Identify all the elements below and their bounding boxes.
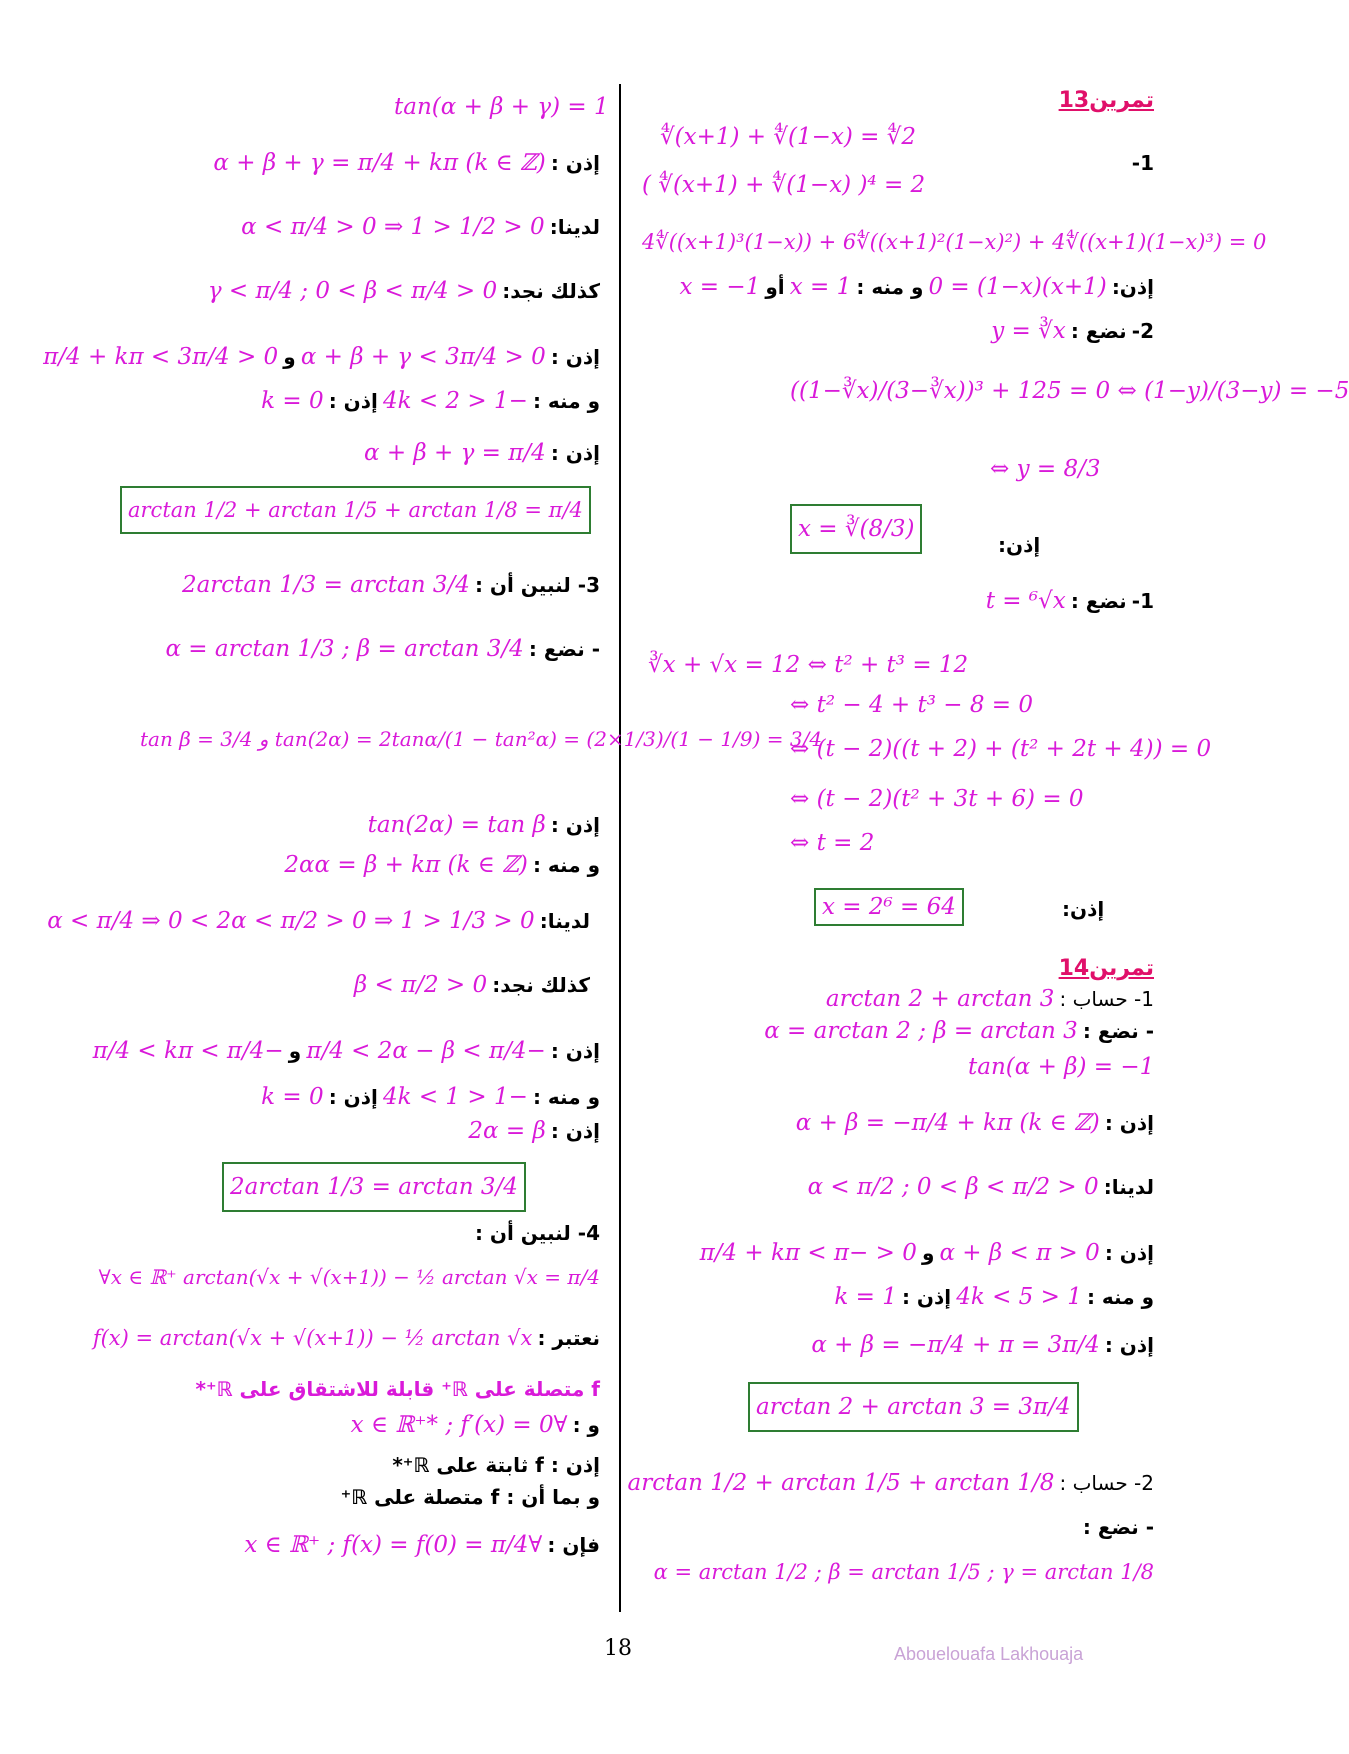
math-expr: (k ∈ ℤ) α + β = −π/4 + kπ <box>795 1110 1100 1136</box>
l3-tan: tan β = 3/4 و tan(2α) = 2tanα/(1 − tan²α) = (2×1/3)/(1 − 1/9) = 3/4 <box>140 727 823 751</box>
and-label: و <box>288 1039 302 1063</box>
l4-statement: ∀x ∈ ℝ⁺ arctan(√x + √(x+1)) − ½ arctan √x = π/4 <box>98 1265 600 1289</box>
r1-equation: ∜(x+1) + ∜(1−x) = ∜2 <box>660 124 917 150</box>
l3-then3 <box>468 1118 600 1144</box>
math-expr: (k ∈ ℤ) α + β + γ = π/4 + kπ <box>213 150 546 176</box>
prove-label: 3- لنبين أن : <box>474 573 600 597</box>
r3-then: إذن: <box>1062 897 1105 921</box>
then-label: إذن : <box>550 151 600 175</box>
math-expr: α + β = −π/4 + π = 3π/4 <box>811 1332 1100 1358</box>
l3-hence <box>284 852 600 878</box>
column-divider <box>619 84 621 1612</box>
r1-equation-expanded: 4∜((x+1)³(1−x)) + 6∜((x+1)²(1−x)²) + 4∜((x+1)(1−x)³) = 0 <box>642 230 1267 254</box>
then-label: إذن: <box>1111 275 1154 299</box>
l4-final <box>244 1532 600 1558</box>
and-label: و : <box>572 1413 600 1437</box>
r1-equation-power: ( ∜(x+1) + ∜(1−x) )⁴ = 2 <box>642 172 926 198</box>
then-label: إذن : <box>550 1119 600 1143</box>
hence-label: و منه : <box>532 1085 600 1109</box>
math-expr: ∀x ∈ ℝ⁺ ; f(x) = f(0) = π/4 <box>244 1532 543 1558</box>
then-label: إذن : <box>1104 1333 1154 1357</box>
set-label: - نضع : <box>1082 1019 1154 1043</box>
l-then <box>213 150 600 176</box>
compute-label: 1- حساب : <box>1059 987 1154 1011</box>
r2-then: إذن: <box>998 533 1041 557</box>
l3-setup <box>165 636 600 662</box>
math-expr: 0 < α + β + γ < 3π/4 <box>300 344 546 370</box>
e14-part2-defs: α = arctan 1/2 ; β = arctan 1/5 ; γ = arctan 1/8 <box>653 1560 1154 1584</box>
r2-result-box: x = ∛(8/3) <box>790 504 922 554</box>
r2-equivalence: ⇔ y = 8/3 <box>990 456 1101 482</box>
then-label: إذن : <box>328 389 378 413</box>
r3-equation-3: ⇔ (t − 2)((t + 2) + (t² + 2t + 4)) = 0 <box>790 736 1212 762</box>
l-then2 <box>43 344 600 370</box>
math-expr: 2α = β <box>468 1118 546 1144</box>
l4-heading: 4- لنبين أن : <box>474 1221 600 1245</box>
hence-label: و منه : <box>1086 1285 1154 1309</box>
math-expr: 0 < π/4 + kπ < 3π/4 <box>43 344 279 370</box>
math-expr: α + β + γ = π/4 <box>363 440 546 466</box>
math-expr: 0 < γ < π/4 ; 0 < β < π/4 <box>207 278 498 304</box>
then-label: إذن : <box>1104 1111 1154 1135</box>
or-label: أو <box>765 275 785 299</box>
therefore-label: فإن : <box>547 1533 600 1557</box>
then-label: إذن : <box>550 813 600 837</box>
math-expr: (k ∈ ℤ) 2αα = β + kπ <box>284 852 528 878</box>
set-label: نضع : <box>1070 589 1127 613</box>
e14-result-box: arctan 2 + arctan 3 = 3π/4 <box>748 1382 1079 1432</box>
set-label: - نضع : <box>528 637 600 661</box>
r3-number: 1- <box>1131 589 1154 613</box>
hence-label: و منه : <box>532 853 600 877</box>
l3-heading <box>182 572 600 598</box>
l3-hence2 <box>261 1084 600 1110</box>
hence-label: و منه : <box>856 275 924 299</box>
math-expr: arctan 2 + arctan 3 <box>825 986 1055 1012</box>
l4-consider <box>93 1326 600 1350</box>
l4-since: و بما أن : f متصلة على ℝ⁺ <box>340 1485 600 1509</box>
math-expr: arctan 1/2 + arctan 1/5 + arctan 1/8 <box>627 1470 1055 1496</box>
math-expr: ∀x ∈ ℝ⁺* ; f′(x) = 0 <box>350 1412 568 1438</box>
exercise-14-title: تمرين14 <box>1058 956 1154 981</box>
also-label: كذلك نجد: <box>502 279 600 303</box>
math-expr: tan(2α) = tan β <box>367 812 546 838</box>
and-label: و <box>921 1241 935 1265</box>
l-have <box>241 214 600 240</box>
e14-then3 <box>811 1332 1154 1358</box>
have-label: لدينا: <box>539 909 590 933</box>
l3-then <box>368 812 600 838</box>
r1-number: 1- <box>1131 151 1154 175</box>
l-then3 <box>364 440 600 466</box>
r3-setup <box>986 588 1154 614</box>
math-expr: −π/4 < 2α − β < π/4 <box>306 1038 546 1064</box>
and-label: و <box>283 345 296 369</box>
e14-tan: tan(α + β) = −1 <box>968 1054 1155 1080</box>
math-expr: α = arctan 2 ; β = arctan 3 <box>764 1018 1078 1044</box>
math-expr: 1 < 4k < 5 <box>956 1284 1082 1310</box>
math-expr: −π/4 < kπ < π/4 <box>92 1038 284 1064</box>
l4-derivative <box>351 1412 600 1438</box>
e14-hence <box>834 1284 1154 1310</box>
r1-conclusion <box>680 274 1155 300</box>
math-expr: 0 < α < π/2 ; 0 < β < π/2 <box>807 1174 1099 1200</box>
e14-part2-set: - نضع : <box>1082 1515 1154 1539</box>
set-label: نضع : <box>1070 319 1127 343</box>
l3-result-box: 2arctan 1/3 = arctan 3/4 <box>222 1162 526 1212</box>
exercise-13-title: تمرين13 <box>1058 88 1154 113</box>
math-expr: k = 0 <box>261 1084 324 1110</box>
math-expr: (x+1)(1−x) = 0 <box>928 274 1107 300</box>
l-hence <box>261 388 600 414</box>
math-expr: k = 1 <box>834 1284 897 1310</box>
have-label: لدينا: <box>549 215 600 239</box>
math-expr: 0 < β < π/2 <box>353 972 488 998</box>
r2-number: 2- <box>1131 319 1154 343</box>
then-label: إذن : <box>1104 1241 1154 1265</box>
then-label: إذن : <box>550 345 600 369</box>
l3-also <box>354 972 590 998</box>
math-expr: 0 < α + β < π <box>939 1240 1100 1266</box>
math-expr: 2arctan 1/3 = arctan 3/4 <box>181 572 470 598</box>
author-watermark: Abouelouafa Lakhouaja <box>894 1644 1084 1664</box>
have-label: لدينا: <box>1103 1175 1154 1199</box>
l3-then2 <box>93 1038 600 1064</box>
e14-then <box>796 1110 1154 1136</box>
r3-equation-2: ⇔ t² − 4 + t³ − 8 = 0 <box>790 692 1033 718</box>
r2-setup <box>991 318 1154 344</box>
math-expr: k = 0 <box>261 388 324 414</box>
then-label: إذن : <box>901 1285 952 1309</box>
math-expr: −1 < 4k < 1 <box>382 1084 528 1110</box>
math-expr: 0 < 1/2 < 1 ⇒ 0 < α < π/4 <box>241 214 545 240</box>
math-expr: f(x) = arctan(√x + √(x+1)) − ½ arctan √x <box>92 1326 533 1350</box>
math-expr: 0 < 1/3 < 1 ⇒ 0 < α < π/4 ⇒ 0 < 2α < π/2 <box>47 908 535 934</box>
l-result-box-1: arctan 1/2 + arctan 1/5 + arctan 1/8 = π/4 <box>120 486 591 534</box>
r3-equation-1: ∛x + √x = 12 ⇔ t² + t³ = 12 <box>648 652 969 678</box>
l3-have <box>47 908 590 934</box>
then-label: إذن : <box>550 441 600 465</box>
compute-label: 2- حساب : <box>1059 1471 1154 1495</box>
r2-equation: ((1−∛x)/(3−∛x))³ + 125 = 0 ⇔ (1−y)/(3−y) = −5 <box>790 378 1349 404</box>
e14-part1 <box>826 986 1154 1012</box>
e14-part2 <box>628 1470 1154 1496</box>
r3-result-box: x = 2⁶ = 64 <box>814 888 964 926</box>
math-expr: y = ∛x <box>991 318 1066 344</box>
also-label: كذلك نجد: <box>492 973 590 997</box>
l-tan: tan(α + β + γ) = 1 <box>394 94 609 120</box>
e14-then2 <box>700 1240 1154 1266</box>
then-label: إذن : <box>328 1085 378 1109</box>
page-number: 18 <box>604 1636 632 1661</box>
r3-equation-5: ⇔ t = 2 <box>790 830 875 856</box>
math-expr: 0 < −π/4 + kπ < π <box>699 1240 917 1266</box>
hence-label: و منه : <box>532 389 600 413</box>
consider-label: نعتبر : <box>537 1326 600 1350</box>
l-also <box>208 278 600 304</box>
math-expr: α = arctan 1/3 ; β = arctan 3/4 <box>165 636 524 662</box>
math-expr: −1 < 4k < 2 <box>382 388 528 414</box>
l4-continuity: f متصلة على ℝ⁺ قابلة للاشتقاق على ℝ⁺* <box>195 1377 600 1401</box>
math-expr: t = ⁶√x <box>985 588 1066 614</box>
math-expr: x = 1 <box>789 274 852 300</box>
r3-equation-4: ⇔ (t − 2)(t² + 3t + 6) = 0 <box>790 786 1084 812</box>
l4-constant: إذن : f ثابتة على ℝ⁺* <box>392 1453 600 1477</box>
then-label: إذن : <box>550 1039 600 1063</box>
e14-setup <box>764 1018 1154 1044</box>
e14-have <box>808 1174 1154 1200</box>
math-expr: x = −1 <box>679 274 761 300</box>
